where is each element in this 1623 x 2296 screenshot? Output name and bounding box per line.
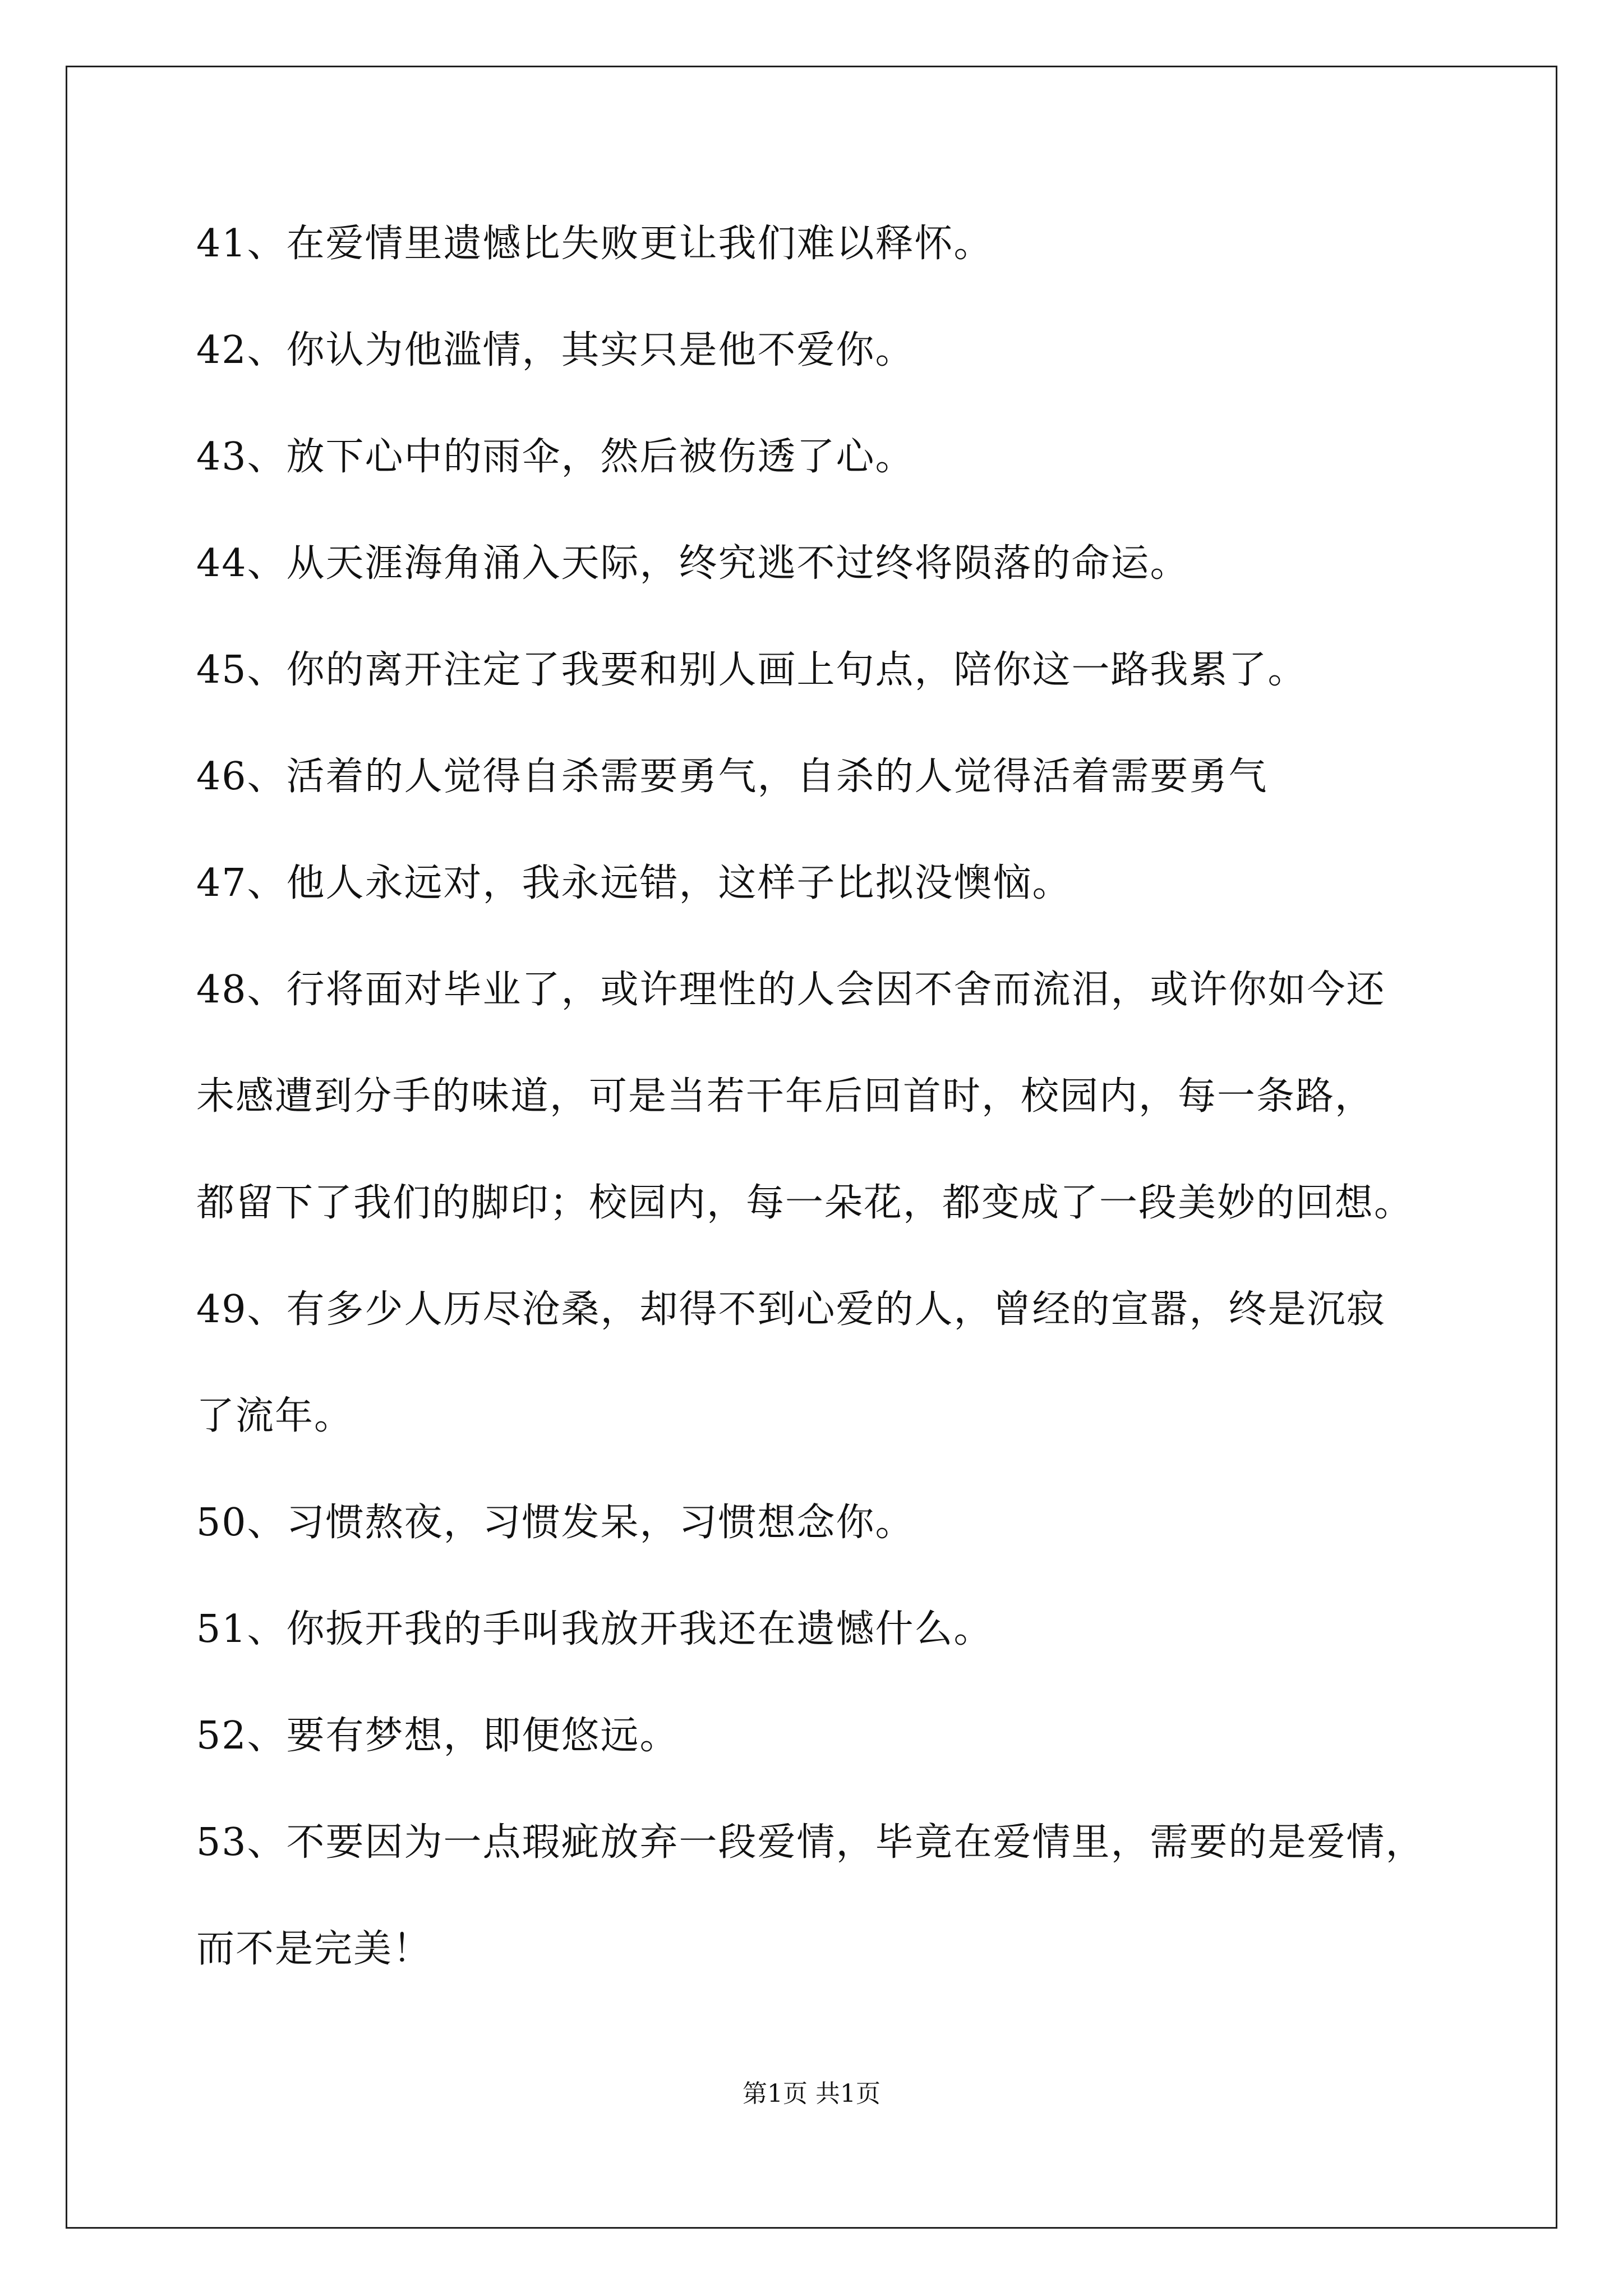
text-line: 48、行将面对毕业了，或许理性的人会因不舍而流泪，或许你如今还 [196,968,1386,1012]
page-border [66,66,1557,2229]
text-line: 了流年。 [196,1394,354,1438]
text-line: 53、不要因为一点瑕疵放弃一段爱情，毕竟在爱情里，需要的是爱情， [196,1820,1425,1865]
text-line: 未感遭到分手的味道，可是当若干年后回首时，校园内，每一条路， [196,1074,1375,1119]
text-line: 43、放下心中的雨伞，然后被伤透了心。 [196,435,915,479]
text-line: 47、他人永远对，我永远错，这样子比拟没懊恼。 [196,861,1072,905]
page-footer: 第1页 共1页 [743,2079,880,2108]
text-line: 而不是完美！ [196,1927,432,1971]
text-line: 44、从天涯海角涌入天际，终究逃不过终将陨落的命运。 [196,541,1189,586]
text-line: 51、你扳开我的手叫我放开我还在遗憾什么。 [196,1607,993,1651]
text-line: 46、活着的人觉得自杀需要勇气，自杀的人觉得活着需要勇气 [196,754,1268,799]
text-line: 45、你的离开注定了我要和别人画上句点，陪你这一路我累了。 [196,648,1307,692]
text-line: 41、在爱情里遗憾比失败更让我们难以释怀。 [196,222,993,266]
text-line: 42、你认为他滥情，其实只是他不爱你。 [196,328,915,372]
text-line: 50、习惯熬夜，习惯发呆，习惯想念你。 [196,1501,915,1545]
text-line: 49、有多少人历尽沧桑，却得不到心爱的人，曾经的宣嚣，终是沉寂 [196,1287,1386,1332]
text-line: 都留下了我们的脚印；校园内，每一朵花，都变成了一段美妙的回想。 [196,1181,1414,1225]
text-line: 52、要有梦想，即便悠远。 [196,1714,679,1758]
